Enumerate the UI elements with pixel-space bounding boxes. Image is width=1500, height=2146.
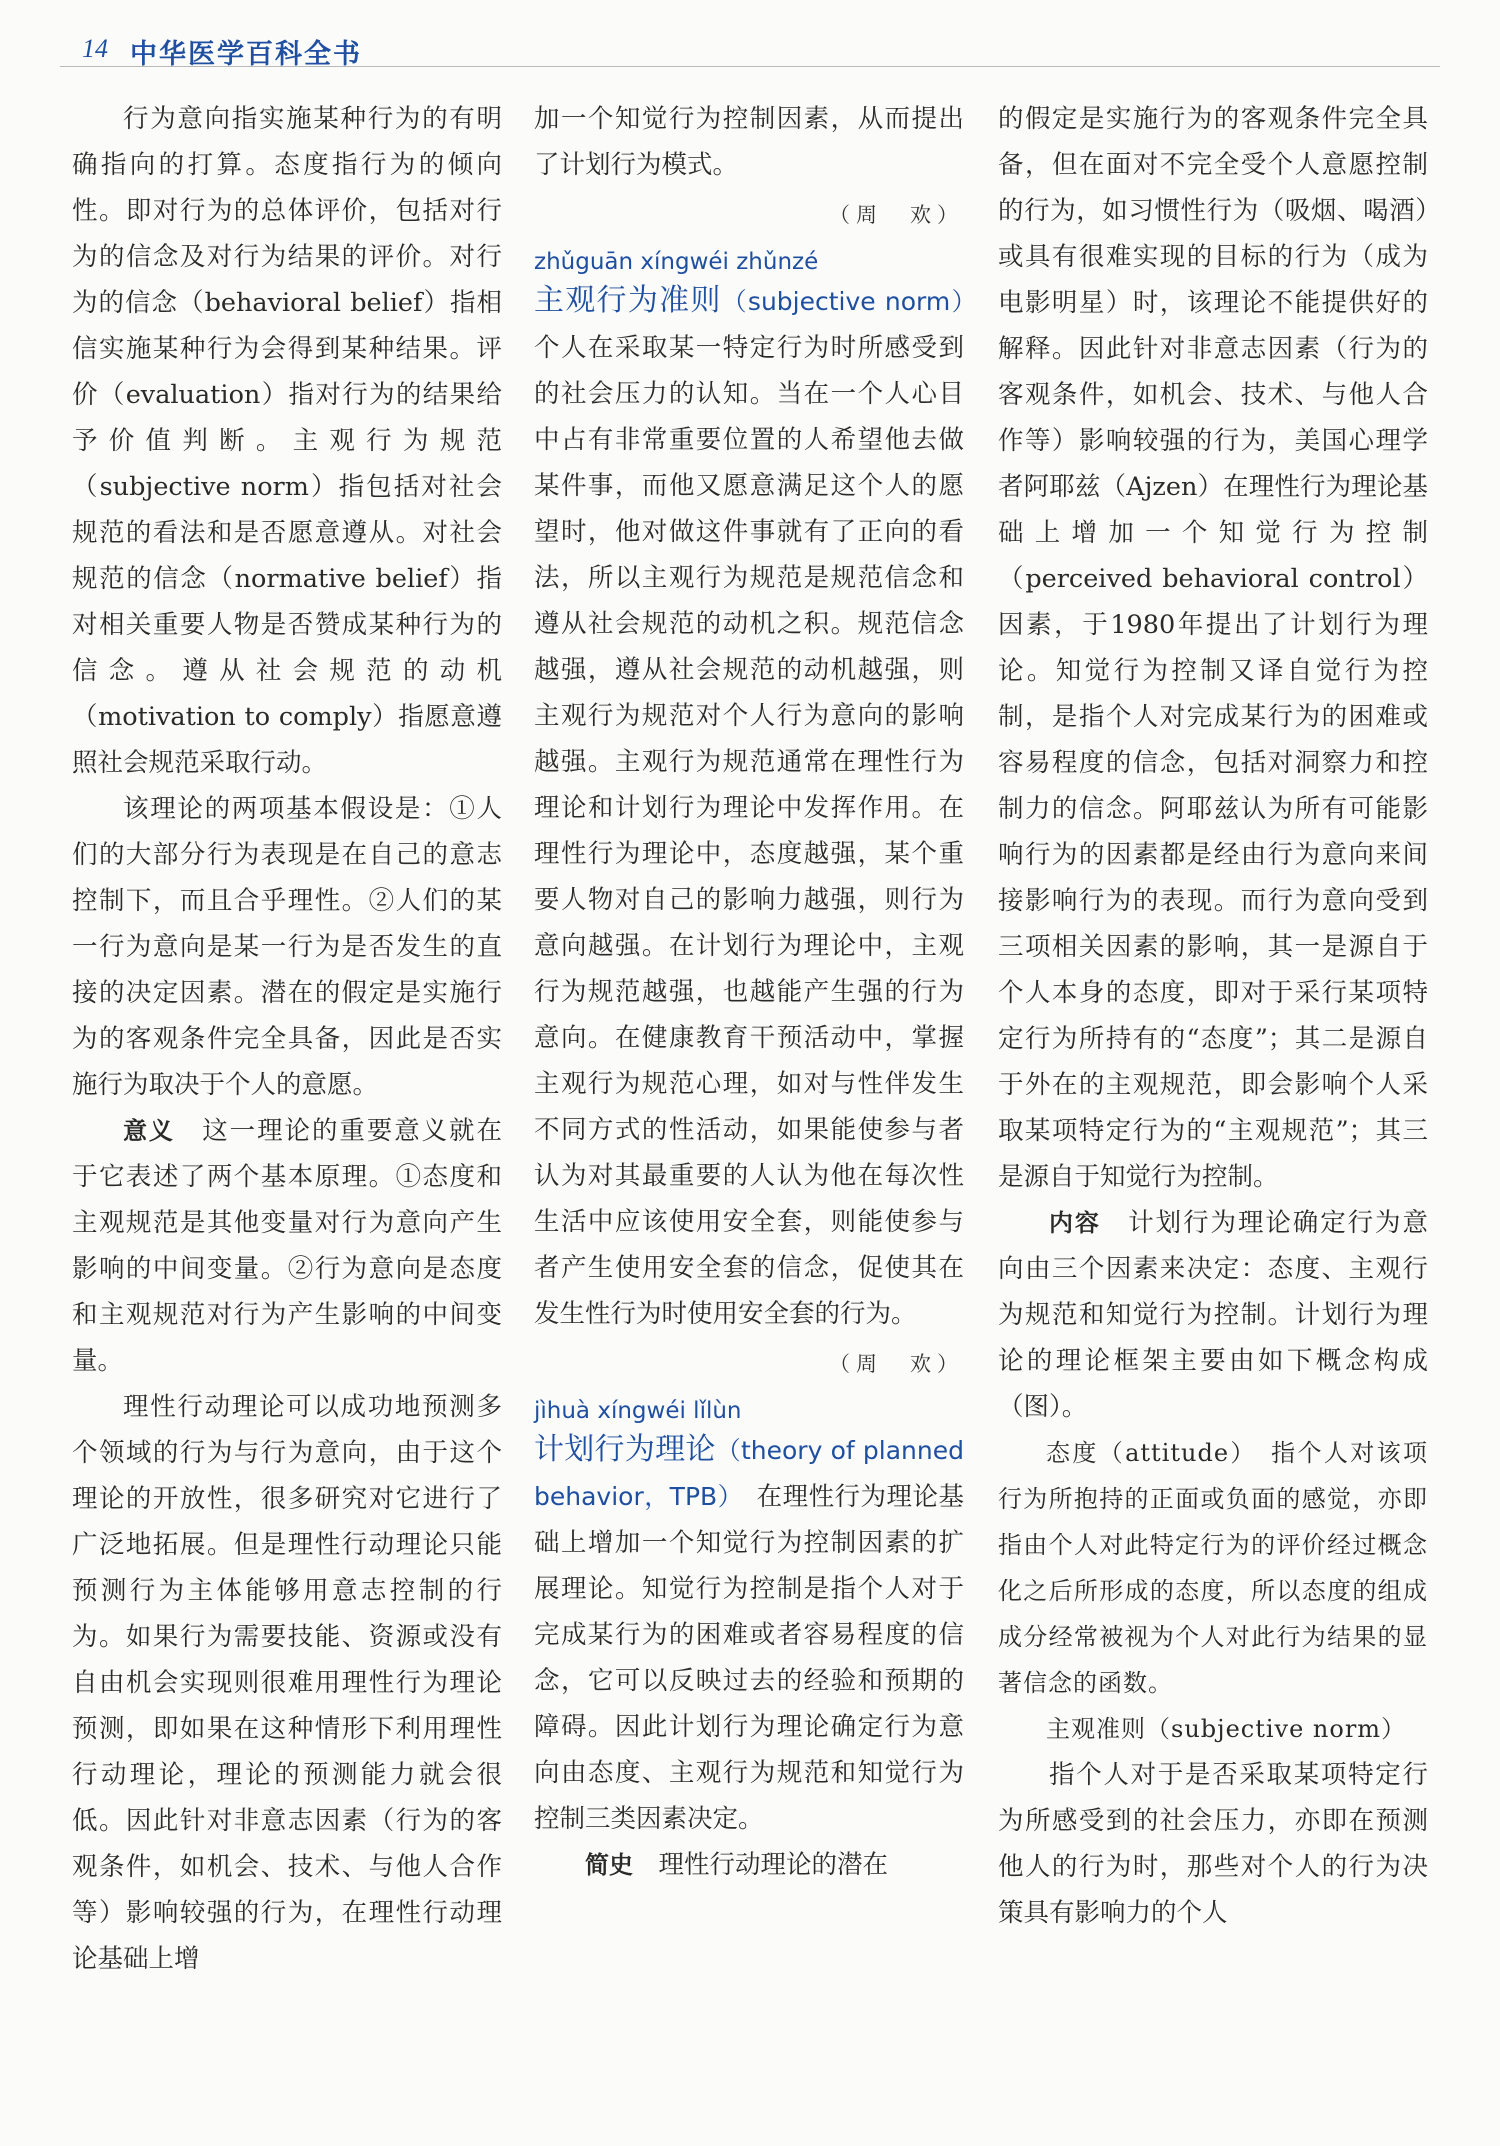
column-1 — [72, 96, 502, 1982]
paragraph — [998, 1200, 1428, 1430]
entry-definition: 个人在采取某一特定行为时所感受到的社会压力的认知。当在一个人心目中占有非常重要位置的人希望他去做某件事，而他又愿意满足这个人的愿望时，他对做这件事就有了正向的看法，所以主观行为规范是规范信念和遵从社会规范的动机之积。规范信念越强，遵从社会规范的动机越强，则主观行为规范对个人行为意向的影响越强。主观行为规范通常在理性行为理论和计划行为理论中发挥作用。在理性行为理论中，态度越强，某个重要人物对自己的影响力越强，则行为意向越强。在计划行为理论中，主观行为规范越强，也越能产生强的行为意向。在健康教育干预活动中，掌握主观行为规范心理，如对与性伴发生不同方式的性活动，如果能使参与者认为对其最重要的人认为他在每次性生活中应该使用安全套，则能使参与者产生使用安全套的信念，促使其在发生性行为时使用安全套的行为。 — [534, 333, 964, 1329]
header-rule — [60, 66, 1440, 67]
subsection-heading: 态度（attitude） — [1046, 1439, 1245, 1467]
paragraph — [534, 1842, 964, 1888]
subsection-term — [998, 1430, 1428, 1706]
section-label: 简史 — [585, 1851, 633, 1879]
book-title: 中华医学百科全书 — [130, 39, 362, 70]
entry-pinyin: jìhuà xíngwéi lǐlùn — [534, 1398, 742, 1424]
paragraph: 加一个知觉行为控制因素，从而提出了计划行为模式。 — [534, 104, 964, 180]
page-number: 14 — [82, 34, 108, 63]
entry-definition: 在理性行为理论基础上增加一个知觉行为控制因素的扩展理论。知觉行为控制是指个人对于完成某行为的困难或者容易程度的信念，它可以反映过去的经验和预期的障碍。因此计划行为理论确定行为意向由态度、主观行为规范和知觉行为控制三类因素决定。 — [534, 1482, 964, 1834]
subsection-text: 指个人对于是否采取某项特定行为所感受到的社会压力，亦即在预测他人的行为时，那些对个人的行为决策具有影响力的个人 — [998, 1760, 1428, 1928]
paragraph: 的假定是实施行为的客观条件完全具备，但在面对不完全受个人意愿控制的行为，如习惯性行为（吸烟、喝酒）或具有很难实现的目标的行为（成为电影明星）时，该理论不能提供好的解释。因此针对非意志因素（行为的客观条件，如机会、技术、与他人合作等）影响较强的行为，美国心理学者阿耶兹（Ajzen）在理性行为理论基础上增加一个知觉行为控制（perceived behavioral control）因素，于1980年提出了计划行为理论。知觉行为控制又译自觉行为控制，是指个人对完成某行为的困难或容易程度的信念，包括对洞察力和控制力的信念。阿耶兹认为所有可能影响行为的因素都是经由行为意向来间接影响行为的表现。而行为意向受到三项相关因素的影响，其一是源自于个人本身的态度，即对于采行某项特定行为所持有的“态度”；其二是源自于外在的主观规范，即会影响个人采取某项特定行为的“主观规范”；其三是源自于知觉行为控制。 — [998, 104, 1428, 1192]
entry-term-english: （theory of planned behavior，TPB） — [534, 1436, 964, 1511]
section-label: 意义 — [123, 1117, 175, 1145]
paragraph: 理性行动理论可以成功地预测多个领域的行为与行为意向，由于这个理论的开放性，很多研究对它进行了广泛地拓展。但是理性行动理论只能预测行为主体能够用意志控制的行为。如果行为需要技能、资源或没有自由机会实现则很难用理性行为理论预测，即如果在这种情形下利用理性行动理论，理论的预测能力就会很低。因此针对非意志因素（行为的客观条件，如机会、技术、与他人合作等）影响较强的行为，在理性行动理论基础上增 — [72, 1392, 502, 1974]
entry-subjective-norm — [534, 278, 964, 1337]
author-signature: （周 欢） — [829, 203, 964, 227]
paragraph — [72, 1108, 502, 1384]
entry-term-english: （subjective norm） — [721, 287, 964, 316]
section-label: 内容 — [1049, 1209, 1101, 1237]
paragraph-text: 这一理论的重要意义就在于它表述了两个基本原理。①态度和主观规范是其他变量对行为意向产生影响的中间变量。②行为意向是态度和主观规范对行为产生影响的中间变量。 — [72, 1116, 502, 1376]
column-2 — [534, 96, 964, 1888]
entry-term: 主观行为准则 — [534, 283, 722, 318]
paragraph-text: 理性行动理论的潜在 — [658, 1850, 889, 1880]
entry-term: 计划行为理论 — [534, 1432, 716, 1467]
paragraph-text: 计划行为理论确定行为意向由三个因素来决定：态度、主观行为规范和知觉行为控制。计划行为理论的理论框架主要由如下概念构成（图）。 — [998, 1208, 1428, 1422]
entry-pinyin: zhǔguān xíngwéi zhǔnzé — [534, 249, 819, 275]
author-signature: （周 欢） — [829, 1352, 964, 1376]
entry-theory-of-planned-behavior — [534, 1427, 964, 1842]
subsection-text: 指个人对该项行为所抱持的正面或负面的感觉，亦即指由个人对此特定行为的评价经过概念化之后所形成的态度，所以态度的组成成分经常被视为个人对此行为结果的显著信念的函数。 — [998, 1439, 1428, 1697]
subsection-heading: 主观准则（subjective norm） — [1046, 1715, 1407, 1743]
page-header — [60, 26, 1440, 70]
column-3 — [998, 96, 1428, 1936]
paragraph: 行为意向指实施某种行为的有明确指向的打算。态度指行为的倾向性。即对行为的总体评价，包括对行为的信念及对行为结果的评价。对行为的信念（behavioral belief）指相信实施某种行为会得到某种结果。评价（evaluation）指对行为的结果给予价值判断。主观行为规范（subjective norm）指包括对社会规范的看法和是否愿意遵从。对社会规范的信念（normative belief）指对相关重要人物是否赞成某种行为的信念。遵从社会规范的动机（motivation to comply）指愿意遵照社会规范采取行动。 — [72, 104, 502, 778]
paragraph: 该理论的两项基本假设是：①人们的大部分行为表现是在自己的意志控制下，而且合乎理性。②人们的某一行为意向是某一行为是否发生的直接的决定因素。潜在的假定是实施行为的客观条件完全具备，因此是否实施行为取决于个人的意愿。 — [72, 794, 502, 1100]
